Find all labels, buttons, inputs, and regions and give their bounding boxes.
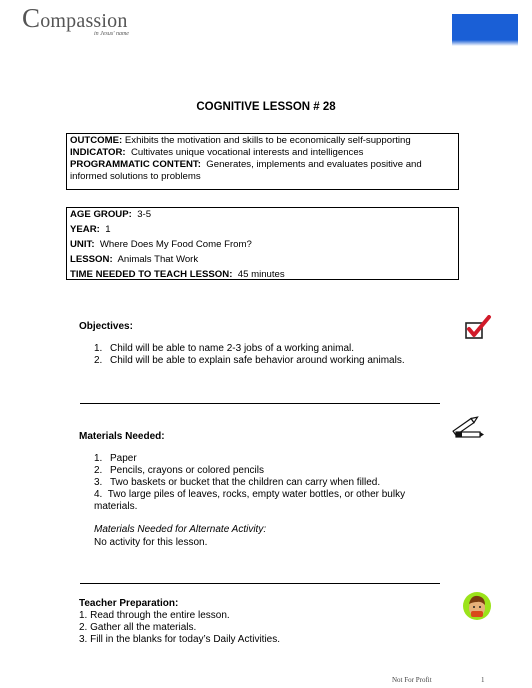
list-text: Paper (110, 453, 137, 464)
list-item (94, 489, 449, 513)
time-needed-label: TIME NEEDED TO TEACH LESSON: (70, 269, 233, 280)
list-text: Two baskets or bucket that the children can carry when filled. (110, 477, 381, 488)
list-item: 1. Read through the entire lesson. (79, 610, 230, 621)
objectives-list (94, 343, 454, 367)
list-number: 1. (94, 343, 103, 354)
list-item (94, 355, 454, 367)
lesson-label: LESSON: (70, 254, 113, 265)
unit-label: UNIT: (70, 239, 95, 250)
age-group-value: 3-5 (137, 209, 152, 220)
outcome-value: Exhibits the motivation and skills to be economically self-supporting (124, 135, 411, 146)
materials-list (94, 453, 449, 513)
lesson-info-box (66, 207, 459, 280)
programmatic-label: PROGRAMMATIC CONTENT: (70, 159, 201, 170)
list-number: 4. (94, 489, 103, 500)
list-text: Child will be able to explain safe behavior around working animals. (110, 355, 405, 366)
section-divider (80, 583, 440, 584)
age-group-label: AGE GROUP: (70, 209, 132, 220)
section-divider (80, 403, 440, 404)
indicator-label: INDICATOR: (70, 147, 126, 158)
age-group-line (70, 209, 455, 221)
lesson-line (70, 254, 455, 266)
list-number: 2. (94, 465, 103, 476)
list-text: Two large piles of leaves, rocks, empty water bottles, or other bulky materials. (94, 489, 406, 512)
unit-line (70, 239, 455, 251)
programmatic-line (70, 159, 455, 183)
outcome-line (70, 135, 455, 147)
pencil-crayon-icon (450, 413, 486, 443)
list-item (94, 343, 454, 355)
indicator-line (70, 147, 455, 159)
list-item (94, 477, 449, 489)
year-value: 1 (105, 224, 111, 235)
alternate-materials-heading: Materials Needed for Alternate Activity: (94, 524, 267, 535)
materials-heading: Materials Needed: (79, 431, 165, 442)
list-item (94, 465, 449, 477)
outcome-box (66, 133, 459, 190)
year-label: YEAR: (70, 224, 100, 235)
header-banner-fade (452, 40, 518, 46)
list-text: Child will be able to name 2-3 jobs of a working animal. (110, 343, 355, 354)
child-face-icon (462, 590, 492, 622)
list-item: 3. Fill in the blanks for today’s Daily Activities. (79, 634, 281, 645)
page-number: 1 (481, 676, 485, 684)
footer-not-for-profit: Not For Profit (392, 676, 432, 684)
lesson-title: COGNITIVE LESSON # 28 (196, 101, 336, 113)
list-item (94, 453, 449, 465)
list-number: 3. (94, 477, 103, 488)
unit-value: Where Does My Food Come From? (99, 239, 252, 250)
list-text: Pencils, crayons or colored pencils (110, 465, 264, 476)
list-number: 1. (94, 453, 103, 464)
programmatic-value: Generates, implements and evaluates positive and informed solutions to problems (70, 159, 422, 182)
red-check-box-icon (464, 315, 492, 341)
time-needed-line (70, 269, 455, 281)
alternate-materials-text: No activity for this lesson. (94, 537, 208, 548)
logo-tagline: in Jesus' name (94, 31, 129, 37)
outcome-label: OUTCOME: (70, 135, 123, 146)
list-number: 2. (94, 355, 103, 366)
logo-wordmark: Compassion (22, 3, 128, 33)
indicator-value: Cultivates unique vocational interests and intelligences (130, 147, 364, 158)
teacher-preparation-list (79, 610, 439, 646)
teacher-preparation-heading: Teacher Preparation: (79, 598, 179, 609)
list-item: 2. Gather all the materials. (79, 622, 197, 633)
compassion-logo (22, 3, 172, 42)
objectives-heading: Objectives: (79, 321, 133, 332)
time-needed-value: 45 minutes (237, 269, 285, 280)
lesson-value: Animals That Work (117, 254, 199, 265)
year-line (70, 224, 455, 236)
